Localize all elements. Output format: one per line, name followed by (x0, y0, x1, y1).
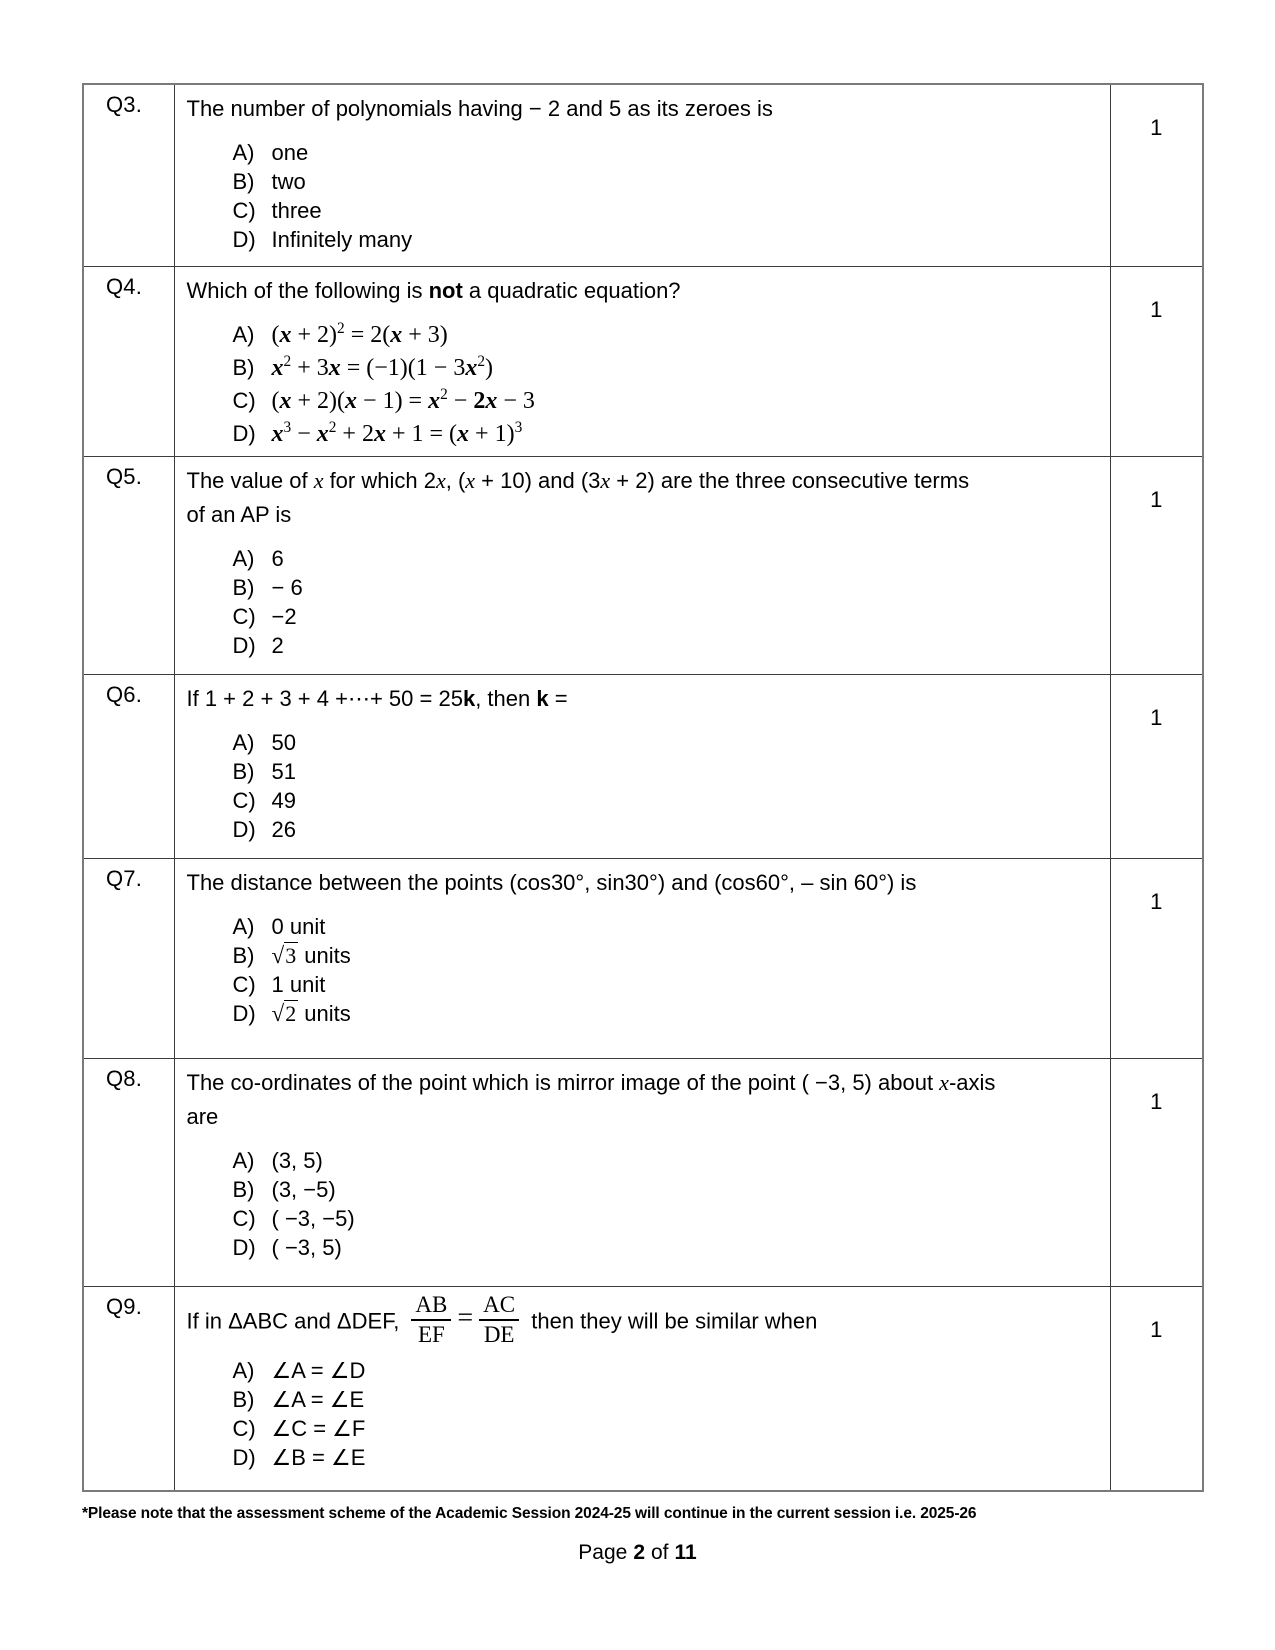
option-label: A) (232, 140, 255, 165)
option-text: $(x + 2)(x - 1) = x^2 - 2x - 3$ (271, 386, 535, 414)
option-text: (3, −5) (271, 1176, 336, 1202)
option-text: $(x + 2)^2 = 2(x + 3)$ (271, 320, 448, 348)
footnote: *Please note that the assessment scheme of the Academic Session 2024-25 will continue in the current session i.e. 2025-26 (82, 1505, 977, 1522)
question-text-line: The value of x for which 2x, (x + 10) and (3x + 2) are the three consecutive terms (186, 467, 970, 493)
question-text (187, 92, 1100, 126)
options-list (187, 320, 1100, 452)
question-body (174, 674, 1110, 858)
question-text-line: If 1 + 2 + 3 + 4 +⋯+ 50 = 25k, then k = (186, 685, 568, 711)
option-text: two (271, 169, 306, 194)
marks-value: 1 (1150, 1316, 1163, 1342)
option-text: √2 units (271, 999, 351, 1026)
question-text (187, 866, 1100, 900)
option-item (233, 1443, 1100, 1472)
options-list (187, 1356, 1100, 1472)
option-item (233, 912, 1100, 941)
marks-value: 1 (1150, 115, 1163, 140)
marks-value: 1 (1150, 1088, 1163, 1114)
question-text-line: The distance between the points (cos30°, sin30°) and (cos60°, – sin 60°) is (186, 869, 917, 895)
question-text-line: of an AP is (186, 501, 292, 527)
option-label: C) (232, 387, 256, 413)
marks-value: 1 (1150, 486, 1163, 512)
marks-cell (1110, 1286, 1203, 1491)
option-text: 51 (271, 758, 296, 784)
options-list (187, 728, 1100, 844)
option-label: A) (232, 545, 255, 571)
option-text: one (271, 140, 309, 165)
option-item (233, 970, 1100, 999)
option-label: A) (232, 913, 255, 939)
option-item (233, 419, 1100, 452)
option-item (233, 544, 1100, 573)
option-label: A) (232, 321, 255, 347)
question-text-line: The number of polynomials having − 2 and 5 as its zeroes is (186, 96, 773, 121)
option-label: B) (232, 942, 255, 968)
question-text-line: The co-ordinates of the point which is mirror image of the point ( −3, 5) about x-axis (186, 1069, 996, 1095)
marks-cell (1110, 674, 1203, 858)
option-label: D) (232, 632, 256, 658)
question-body (174, 1058, 1110, 1286)
question-number: Q9. (83, 1286, 174, 1491)
fraction: $\frac{AB}{EF}$ (411, 1292, 451, 1349)
question-text (187, 464, 1100, 532)
page-footer (0, 1541, 1275, 1565)
option-label: D) (232, 1234, 256, 1260)
question-text (187, 1066, 1100, 1134)
option-label: C) (232, 787, 256, 813)
option-text: 50 (271, 729, 296, 755)
marks-cell (1110, 456, 1203, 674)
option-item (233, 1414, 1100, 1443)
options-list (187, 138, 1100, 254)
option-text: 49 (271, 787, 296, 813)
option-label: D) (232, 1000, 256, 1026)
option-label: C) (232, 971, 256, 997)
option-text: $x^3 - x^2 + 2x + 1 = (x + 1)^3$ (271, 419, 523, 447)
option-label: D) (232, 227, 256, 252)
option-label: C) (232, 1205, 256, 1231)
option-text: ∠C = ∠F (271, 1416, 366, 1442)
option-item (233, 573, 1100, 602)
option-label: C) (232, 1416, 256, 1442)
question-text (186, 1291, 1100, 1351)
questions-table (82, 83, 1204, 1492)
question-row (83, 674, 1203, 858)
option-item (233, 728, 1100, 757)
question-number: Q5. (83, 456, 174, 674)
question-text (187, 682, 1100, 716)
marks-value: 1 (1150, 296, 1163, 322)
option-text: −2 (271, 603, 297, 629)
option-label: B) (232, 574, 255, 600)
option-label: A) (232, 1358, 255, 1384)
option-label: B) (232, 1176, 255, 1202)
option-label: D) (232, 420, 256, 446)
question-text-line: are (186, 1103, 219, 1129)
option-item (233, 167, 1100, 196)
option-item (233, 786, 1100, 815)
option-label: D) (232, 816, 256, 842)
question-row (83, 1058, 1203, 1286)
question-row (83, 84, 1203, 266)
option-text: 6 (271, 545, 284, 571)
question-body (174, 858, 1110, 1058)
option-label: A) (232, 729, 255, 755)
question-number: Q6. (83, 674, 174, 858)
options-list (187, 1146, 1100, 1262)
option-text: 26 (271, 816, 296, 842)
question-body (174, 84, 1110, 266)
option-text: Infinitely many (271, 227, 413, 252)
option-item (233, 353, 1100, 386)
marks-value: 1 (1150, 704, 1163, 730)
question-body (174, 456, 1110, 674)
question-number: Q4. (83, 266, 174, 456)
option-item (233, 320, 1100, 353)
option-item (233, 815, 1100, 844)
option-label: C) (232, 198, 256, 223)
option-label: C) (232, 603, 256, 629)
option-item (233, 1146, 1100, 1175)
option-text: ( −3, 5) (271, 1234, 342, 1260)
square-root: √3 (271, 941, 297, 968)
question-number: Q7. (83, 858, 174, 1058)
option-item (233, 1233, 1100, 1262)
option-text: ( −3, −5) (271, 1205, 355, 1231)
option-text: three (271, 198, 322, 223)
option-item (233, 1175, 1100, 1204)
option-text: − 6 (271, 574, 303, 600)
option-item (233, 1356, 1100, 1385)
option-label: B) (232, 354, 255, 380)
option-item (233, 999, 1100, 1028)
options-list (187, 912, 1100, 1028)
option-item (233, 196, 1100, 225)
option-item (233, 225, 1100, 254)
option-item (233, 138, 1100, 167)
option-text: $x^2 + 3x = (-1)(1 - 3x^2)$ (271, 353, 494, 381)
marks-cell (1110, 858, 1203, 1058)
option-label: B) (232, 758, 255, 784)
marks-cell (1110, 266, 1203, 456)
option-item (233, 1385, 1100, 1414)
page-word: Page (578, 1541, 628, 1564)
option-text: ∠A = ∠E (271, 1387, 365, 1413)
option-item (233, 1204, 1100, 1233)
option-item (233, 757, 1100, 786)
square-root: √2 (271, 999, 297, 1026)
question-text (187, 274, 1100, 308)
question-row (83, 1286, 1203, 1491)
option-label: D) (232, 1445, 256, 1471)
question-row (83, 456, 1203, 674)
question-number: Q3. (83, 84, 174, 266)
option-label: B) (232, 169, 255, 194)
total-pages: 11 (674, 1541, 697, 1564)
option-item (233, 941, 1100, 970)
marks-cell (1110, 84, 1203, 266)
option-item (233, 386, 1100, 419)
option-text: √3 units (271, 941, 351, 968)
option-text: 0 unit (271, 913, 326, 939)
question-number: Q8. (83, 1058, 174, 1286)
option-text: 2 (271, 632, 284, 658)
option-text: 1 unit (271, 971, 326, 997)
question-text-line: Which of the following is not a quadratic equation? (186, 277, 681, 303)
question-text-line: If in ΔABC and ΔDEF, $\frac{AB}{EF}$ = $\frac{AC}{DE}$ then they will be similar when (186, 1291, 818, 1347)
question-body (174, 1286, 1110, 1491)
option-item (233, 602, 1100, 631)
page-number: 2 (633, 1541, 645, 1564)
of-word: of (651, 1541, 669, 1564)
option-text: (3, 5) (271, 1147, 323, 1173)
question-body (174, 266, 1110, 456)
question-row (83, 858, 1203, 1058)
marks-cell (1110, 1058, 1203, 1286)
option-text: ∠B = ∠E (271, 1445, 366, 1471)
option-label: A) (232, 1147, 255, 1173)
option-label: B) (232, 1387, 255, 1413)
question-row (83, 266, 1203, 456)
marks-value: 1 (1150, 888, 1163, 914)
option-text: ∠A = ∠D (271, 1358, 366, 1384)
option-item (233, 631, 1100, 660)
options-list (187, 544, 1100, 660)
fraction: $\frac{AC}{DE}$ (479, 1292, 519, 1349)
